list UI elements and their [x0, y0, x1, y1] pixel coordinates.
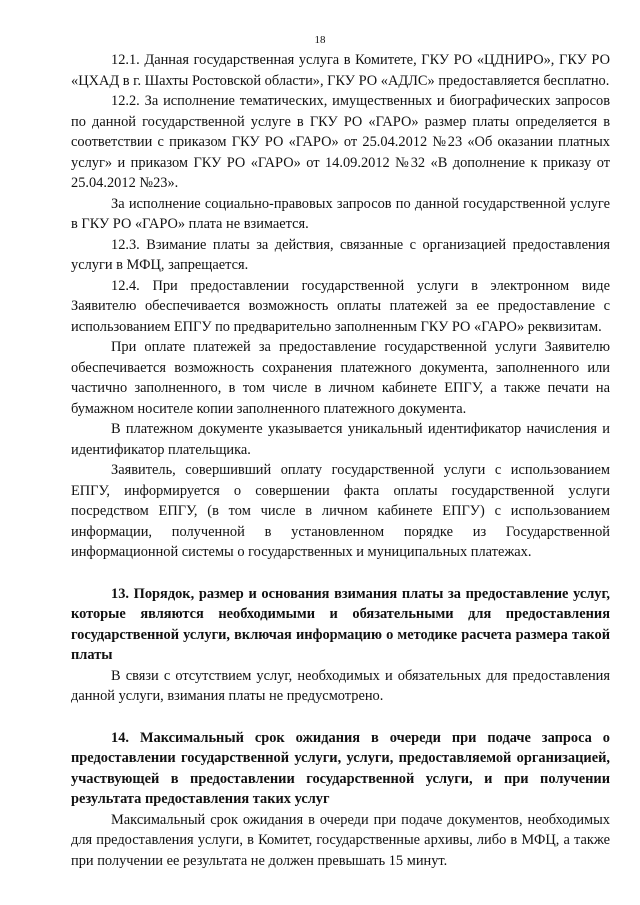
document-body: [71, 50, 610, 871]
paragraph-payment-identifiers: В платежном документе указывается уникальный идентификатор начисления и идентификатор плательщика.: [71, 421, 610, 458]
paragraph-12-3: 12.3. Взимание платы за действия, связанные с организацией предоставления услуги в МФЦ, запрещается.: [71, 236, 610, 273]
section-14-heading: 14. Максимальный срок ожидания в очереди при подаче запроса о предоставлении государственной услуги, услуги, предоставляемой организацией, участвующей в предоставлении государственной услуги, и при получении результата предоставления таких услуг: [71, 729, 610, 807]
paragraph-12-2: 12.2. За исполнение тематических, имущественных и биографических запросов по данной государственной услуге в ГКУ РО «ГАРО» размер платы определяется в соответствии с приказом ГКУ РО «ГАРО» от 25.04.2012 №23 «Об оказании платных услуг» и приказом ГКУ РО «ГАРО» от 14.09.2012 №32 «В дополнение к приказу от 25.04.2012 №23».: [71, 93, 610, 191]
section-13-body: В связи с отсутствием услуг, необходимых и обязательных для предоставления данной услуги, взимания платы не предусмотрено.: [71, 667, 610, 704]
section-spacer: [71, 707, 610, 728]
section-14-body: Максимальный срок ожидания в очереди при подаче документов, необходимых для предоставления услуги, в Комитет, государственные архивы, либо в МФЦ, а также при получении ее результата не должен превышать 15 минут.: [71, 811, 610, 869]
paragraph-payment-document-saving: При оплате платежей за предоставление государственной услуги Заявителю обеспечивается возможность сохранения платежного документа, заполненного или частично заполненного, в том числе в личном кабинете ЕПГУ, а также печати на бумажном носителе копии заполненного платежного документа.: [71, 339, 610, 417]
section-spacer: [71, 563, 610, 584]
paragraph-12-1: 12.1. Данная государственная услуга в Комитете, ГКУ РО «ЦДНИРО», ГКУ РО «ЦХАД в г. Шахты Ростовской области», ГКУ РО «АДЛС» предоставляется бесплатно.: [71, 52, 610, 89]
section-13-heading: 13. Порядок, размер и основания взимания платы за предоставление услуг, которые являются необходимыми и обязательными для предоставления государственной услуги, включая информацию о методике расчета размера такой платы: [71, 585, 610, 663]
page-number: 18: [314, 34, 326, 46]
paragraph-12-4: 12.4. При предоставлении государственной услуги в электронном виде Заявителю обеспечивается возможность оплаты платежей за ее предоставление с использованием ЕПГУ по предварительно заполненным ГКУ РО «ГАРО» реквизитам.: [71, 277, 610, 335]
paragraph-payment-notification: Заявитель, совершивший оплату государственной услуги с использованием ЕПГУ, информируется о совершении факта оплаты государственной услуги посредством ЕПГУ, (в том числе в личном кабинете ЕПГУ) с использованием информации, полученной в установленном порядке из Государственной информационной системы о государственных и муниципальных платежах.: [71, 462, 610, 560]
paragraph-social-legal-requests: За исполнение социально-правовых запросов по данной государственной услуге в ГКУ РО «ГАРО» плата не взимается.: [71, 195, 610, 232]
